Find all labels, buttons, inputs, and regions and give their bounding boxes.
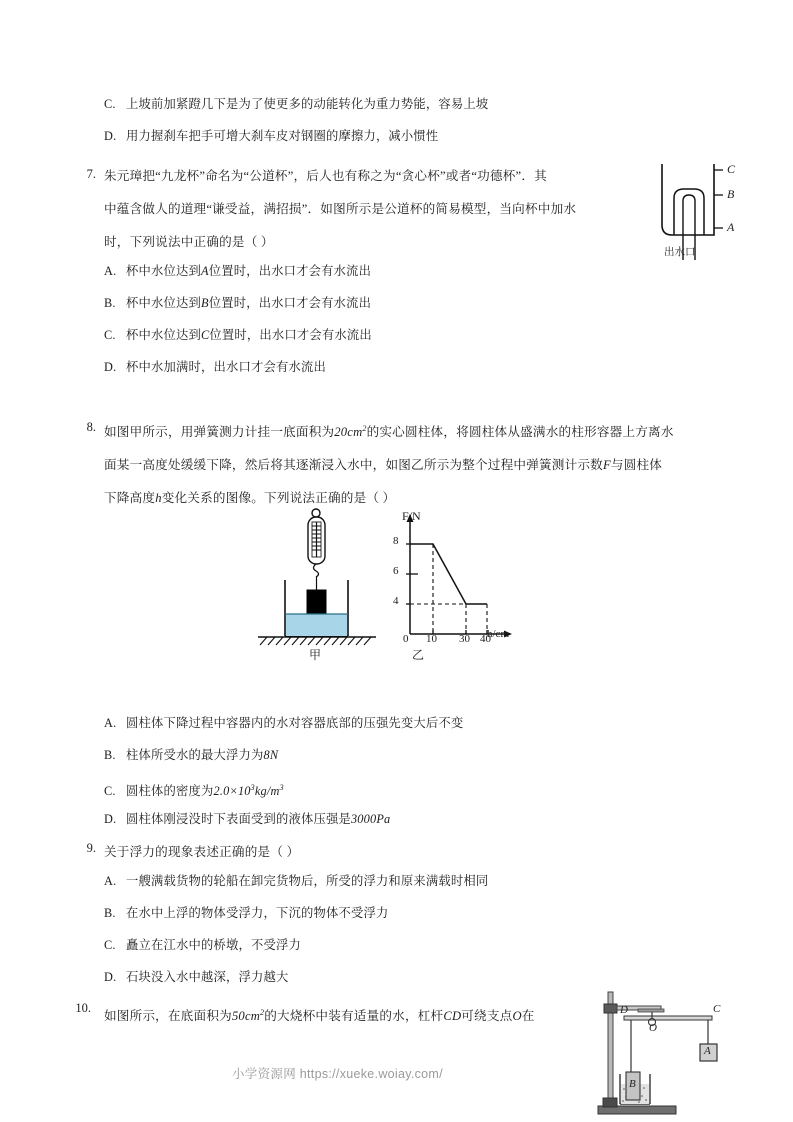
q9-option-d [104,962,288,993]
lever-beaker-diagram [592,988,757,1120]
cup-label-b: B [727,187,735,201]
q10-pivot-symbol: O [512,1009,522,1024]
q7-option-d-pre: 杯中水加满时，出水口才会有水流出 [126,360,326,374]
q9-number: 9. [86,841,96,855]
y-ticklabel-6: 6 [393,565,399,577]
q8-option-c-label: C. [104,784,116,799]
q7-number: 7. [86,167,96,181]
q9-option-b [104,898,388,929]
q9-stem-text: 关于浮力的现象表述正确的是（ ） [104,845,300,859]
siphon-inner [683,195,695,235]
q9-option-c [104,930,301,961]
q8-number: 8. [86,420,96,434]
cylinder-block [307,590,326,615]
q9-option-a-text: 一艘满载货物的轮船在卸完货物后，所受的浮力和原来满载时相同 [126,874,489,888]
q8-option-c-value: 2.0×10 [213,784,251,799]
data-series-line [410,544,487,604]
q7-option-a-post: 位置时，出水口才会有水流出 [208,264,372,278]
q7-option-c-label: C. [104,328,116,342]
q8-option-d-pre: 圆柱体刚浸没时下表面受到的液体压强是 [126,812,351,826]
lever-bar [624,1016,712,1020]
q8-line1-b: 的实心圆柱体，将圆柱体从盛满水的柱形容器上方离水 [366,425,674,440]
q10-line-b: 的大烧杯中装有适量的水，杠杆 [264,1009,444,1024]
q8-line2-b: 与圆柱体 [610,458,663,473]
q10-stem [104,996,604,1033]
q6-option-c-text: 上坡前加紧蹬几下是为了使更多的动能转化为重力势能，容易上坡 [126,97,489,111]
q9-option-c-label: C. [104,938,116,952]
q9-option-d-text: 石块没入水中越深，浮力越大 [126,970,289,984]
chart-guides [410,544,487,634]
q7-option-d-label: D. [104,360,117,374]
q6-option-c [104,89,488,120]
cup-label-c: C [727,162,736,176]
q7-stem-line2: 中蕴含做人的道理“谦受益，满招损”．如图所示是公道杯的简易模型，当向杯中加水 [104,202,577,216]
q8-option-d-value: 3000Pa [350,812,391,826]
q7-option-a-pre: 杯中水位达到 [126,264,201,278]
x-ticklabel-30: 30 [459,633,470,645]
q10-lever-symbol: CD [443,1009,462,1024]
site-watermark: 小学资源网 https://xueke.woiay.com/ [232,1067,443,1081]
q7-option-c-var: C [200,328,210,342]
q10-number: 10. [75,1001,91,1015]
q9-option-d-label: D. [104,970,117,984]
rod-foot-clamp [603,1098,617,1107]
q8-area-unit-sup: 2 [362,424,367,433]
scale-hook [314,564,319,577]
q8-option-a-text: 圆柱体下降过程中容器内的水对容器底部的压强先变大后不变 [126,716,464,730]
q8-line3-a: 下降高度 [104,491,156,506]
q10-figure [592,988,757,1120]
q8-option-c-pre: 圆柱体的密度为 [126,784,214,799]
q8-symbol-F: F [602,458,611,473]
q8-figure-yi [388,506,523,662]
q10-area-unit-sup: 2 [260,1008,265,1017]
q8-option-c [104,772,284,807]
q7-option-b-label: B. [104,296,116,310]
q8-stem-line2 [104,449,709,482]
q7-option-c-post: 位置时，出水口才会有水流出 [209,328,372,342]
q8-stem-line1 [104,412,709,449]
q8-option-d-label: D. [104,812,117,826]
x-ticklabel-0: 0 [403,633,409,645]
q8-option-c-unit-exp: 3 [279,783,284,792]
q7-option-b-pre: 杯中水位达到 [126,296,201,310]
q9-stem [104,836,299,869]
q8-line1-a: 如图甲所示，用弹簧测力计挂一底面积为 [104,425,335,440]
q7-option-a-label: A. [104,264,117,278]
rod-clamp [604,1004,617,1013]
q8-option-b-label: B. [104,748,116,762]
y-ticklabel-4: 4 [393,595,399,607]
block-label-b: B [629,1078,636,1090]
chart-xlabel: h/cm [487,628,509,640]
spring-scale-beaker-diagram [252,506,382,656]
q8-option-c-exp: 3 [250,783,255,792]
q10-line-c: 可绕支点 [461,1009,513,1024]
q7-stem-line1: 朱元璋把“九龙杯”命名为“公道杯”，后人也有称之为“贪心杯”或者“功德杯”．其 [104,169,547,183]
q10-line-a: 如图所示，在底面积为 [104,1009,232,1024]
q10-stem-line1 [104,996,604,1033]
q6-option-c-label: C. [104,97,116,111]
q8-option-b-pre: 柱体所受水的最大浮力为 [126,748,264,762]
chart-ylabel: F/N [402,509,421,523]
q10-area-unit: cm [244,1009,261,1024]
figure-yi-label: 乙 [412,648,425,662]
q10-line-d: 在 [521,1009,535,1024]
q9-option-b-text: 在水中上浮的物体受浮力，下沉的物体不受浮力 [126,906,389,920]
q7-option-d [104,352,326,383]
y-ticklabel-8: 8 [393,535,399,547]
block-label-a: A [704,1045,711,1057]
q6-option-d-text: 用力握刹车把手可增大刹车皮对钢圈的摩擦力，减小惯性 [126,129,439,143]
lever-label-o: O [649,1022,657,1034]
q8-area-value: 20 [334,425,348,440]
lever-label-d: D [620,1004,628,1016]
q8-figure-jia [252,506,382,662]
q8-option-b-value: 8N [263,748,279,762]
q8-option-b [104,740,278,771]
cup-label-a: A [727,220,735,234]
q9-option-a [104,866,488,897]
water-body [286,614,347,636]
q8-line2-a: 面某一高度处缓缓下降，然后将其逐渐浸入水中，如图乙所示为整个过程中弹簧测计示数 [104,458,603,473]
q9-option-b-label: B. [104,906,116,920]
lever-label-c: C [713,1003,721,1015]
q7-option-b-var: B [200,296,209,310]
q7-stem [104,160,649,259]
q9-option-a-label: A. [104,874,117,888]
q7-option-c [104,320,372,351]
q7-option-b [104,288,371,319]
q7-stem-line3: 时，下列说法中正确的是（ ） [104,235,274,249]
q9-option-c-text: 矗立在江水中的桥墩，不受浮力 [126,938,301,952]
figure-jia-label: 甲 [309,648,322,662]
q8-line3-b: 变化关系的图像。下列说法正确的是（ ） [161,491,396,506]
q8-symbol-h: h [155,491,162,506]
pivot-mount [638,1009,664,1012]
q8-option-a-label: A. [104,716,117,730]
cup-outlet-label: 出水口 [664,247,696,258]
cup-outer-wall [662,164,714,235]
q8-option-a [104,708,463,739]
q7-figure [652,162,762,267]
scale-top-ring [312,509,320,517]
q7-option-a [104,256,371,287]
q8-option-d [104,804,390,835]
ground-hatching [260,637,371,645]
q7-option-a-var: A [200,264,209,278]
q8-stem [104,412,709,515]
q6-option-d-label: D. [104,129,117,143]
q8-area-unit: cm [347,425,363,440]
q7-option-c-pre: 杯中水位达到 [126,328,201,342]
q6-option-d [104,121,438,152]
siphon-outer [674,189,704,235]
q10-area-value: 50 [231,1009,245,1024]
x-ticklabel-40: 40 [480,633,491,645]
x-ticklabel-10: 10 [426,633,437,645]
q7-option-b-post: 位置时，出水口才会有水流出 [208,296,372,310]
q8-option-c-unit: kg/m [254,784,280,799]
